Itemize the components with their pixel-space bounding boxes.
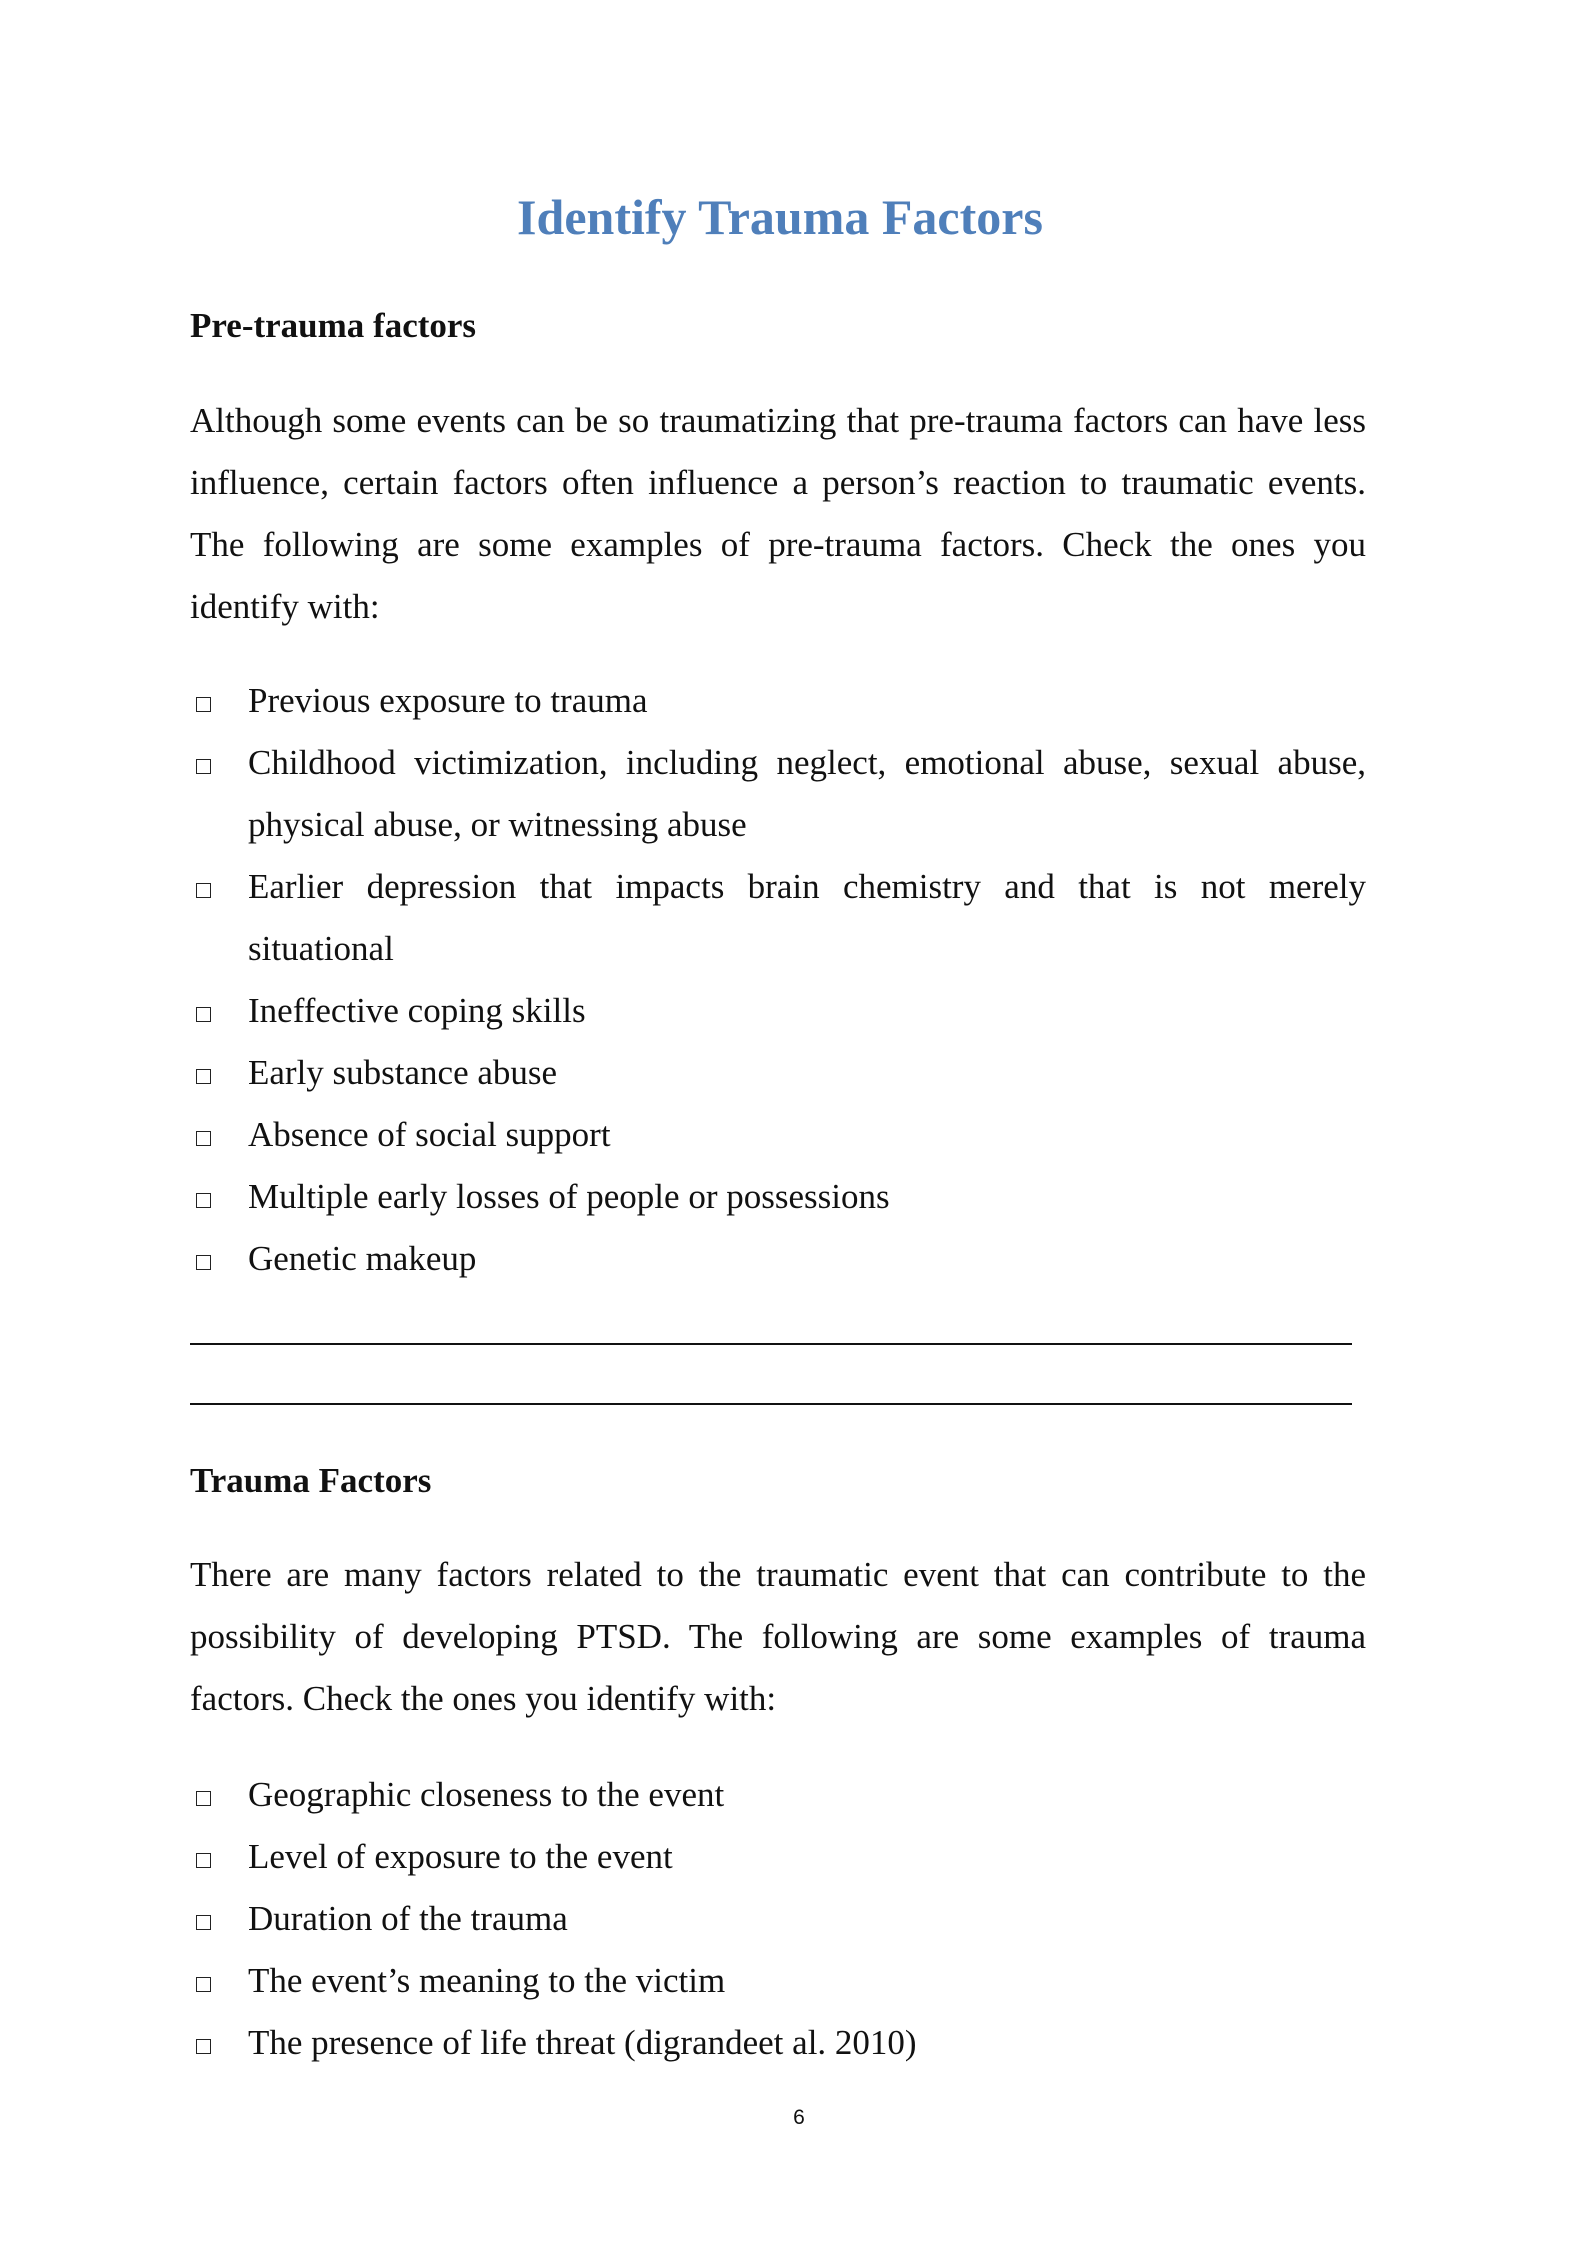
checklist-item[interactable]: Childhood victimization, including neglect, emotional abuse, sexual abuse, physical abuse, or witnessing abuse xyxy=(190,732,1366,856)
checklist-item[interactable]: The presence of life threat (digrandeet al. 2010) xyxy=(190,2012,1366,2074)
checklist-item[interactable]: Level of exposure to the event xyxy=(190,1826,1366,1888)
page-number: 6 xyxy=(793,2106,805,2129)
write-in-line[interactable] xyxy=(190,1403,1352,1405)
checkbox-icon[interactable] xyxy=(190,1042,248,1104)
checklist-item[interactable]: Absence of social support xyxy=(190,1104,1366,1166)
checklist-item[interactable]: Multiple early losses of people or possessions xyxy=(190,1166,1366,1228)
checkbox-icon[interactable] xyxy=(190,856,248,918)
trauma-factors-heading: Trauma Factors xyxy=(190,1461,432,1500)
checkbox-icon[interactable] xyxy=(190,1104,248,1166)
checkbox-icon[interactable] xyxy=(190,1228,248,1290)
checkbox-icon[interactable] xyxy=(190,980,248,1042)
checkbox-icon[interactable] xyxy=(190,670,248,732)
pre-trauma-checklist xyxy=(190,670,1366,1290)
checklist-item[interactable]: Earlier depression that impacts brain chemistry and that is not merely situational xyxy=(190,856,1366,980)
checklist-item[interactable]: Duration of the trauma xyxy=(190,1888,1366,1950)
checkbox-icon[interactable] xyxy=(190,1826,248,1888)
checklist-item[interactable]: Previous exposure to trauma xyxy=(190,670,1366,732)
checkbox-icon[interactable] xyxy=(190,1764,248,1826)
checklist-item[interactable]: Geographic closeness to the event xyxy=(190,1764,1366,1826)
checklist-item[interactable]: Early substance abuse xyxy=(190,1042,1366,1104)
trauma-factors-intro: There are many factors related to the traumatic event that can contribute to the possibility of developing PTSD. The following are some examples of trauma factors. Check the ones you identify with: xyxy=(190,1555,1366,1718)
checkbox-icon[interactable] xyxy=(190,2012,248,2074)
checkbox-icon[interactable] xyxy=(190,1166,248,1228)
pre-trauma-heading: Pre-trauma factors xyxy=(190,306,477,345)
page-title: Identify Trauma Factors xyxy=(517,189,1043,245)
checkbox-icon[interactable] xyxy=(190,1888,248,1950)
trauma-factors-checklist xyxy=(190,1764,1366,2074)
checkbox-icon[interactable] xyxy=(190,732,248,794)
pre-trauma-intro: Although some events can be so traumatizing that pre-trauma factors can have less influence, certain factors often influence a person’s reaction to traumatic events. The following are some examples of pre-trauma factors. Check the ones you identify with: xyxy=(190,401,1366,626)
checklist-item[interactable]: The event’s meaning to the victim xyxy=(190,1950,1366,2012)
checkbox-icon[interactable] xyxy=(190,1950,248,2012)
write-in-line[interactable] xyxy=(190,1343,1352,1345)
checklist-item[interactable]: Ineffective coping skills xyxy=(190,980,1366,1042)
checklist-item[interactable]: Genetic makeup xyxy=(190,1228,1366,1290)
